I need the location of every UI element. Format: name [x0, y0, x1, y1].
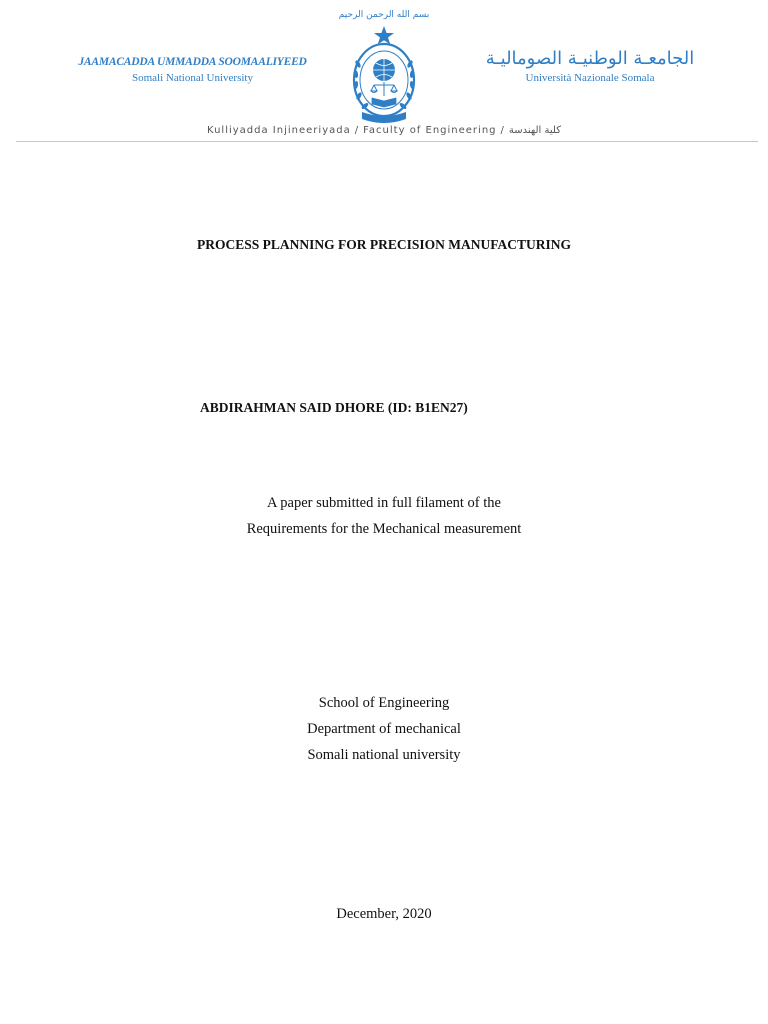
university-seal-icon: [348, 24, 420, 128]
faculty-line: [150, 125, 618, 136]
submission-line-2: Requirements for the Mechanical measurement: [246, 521, 522, 537]
seal-book: [372, 98, 396, 107]
faculty-separator-2: /: [500, 125, 505, 136]
seal-star-shape: [374, 26, 394, 45]
document-title: PROCESS PLANNING FOR PRECISION MANUFACTURING: [196, 237, 572, 252]
university-name-english: Somali National University: [132, 72, 253, 84]
department-line: Department of mechanical: [307, 721, 461, 737]
faculty-english: Faculty of Engineering: [363, 125, 497, 136]
date-line: December, 2020: [336, 906, 432, 922]
seal-scales: [371, 82, 397, 96]
university-name-arabic: الجامعـة الوطنيـة الصوماليـة: [485, 48, 695, 69]
school-line: School of Engineering: [318, 695, 450, 711]
basmala-text: بسم الله الرحمن الرحيم: [338, 10, 430, 20]
letterhead-divider: [16, 141, 758, 142]
submission-line-1: A paper submitted in full filament of the: [267, 495, 501, 511]
seal-ribbon: [362, 112, 406, 123]
university-name-right: [440, 48, 740, 84]
university-name-somali: JAAMACADDA UMMADDA SOOMAALIYEED: [78, 56, 307, 68]
university-name-left: [20, 56, 365, 84]
faculty-separator: /: [354, 125, 360, 136]
faculty-arabic: كلية الهندسة: [508, 125, 561, 136]
faculty-somali: Kulliyadda Injineeriyada: [207, 125, 351, 136]
letterhead: [0, 0, 768, 145]
author-line: ABDIRAHMAN SAID DHORE (ID: B1EN27): [200, 400, 468, 415]
university-name-italian: Università Nazionale Somala: [525, 72, 655, 84]
university-line: Somali national university: [307, 747, 461, 763]
